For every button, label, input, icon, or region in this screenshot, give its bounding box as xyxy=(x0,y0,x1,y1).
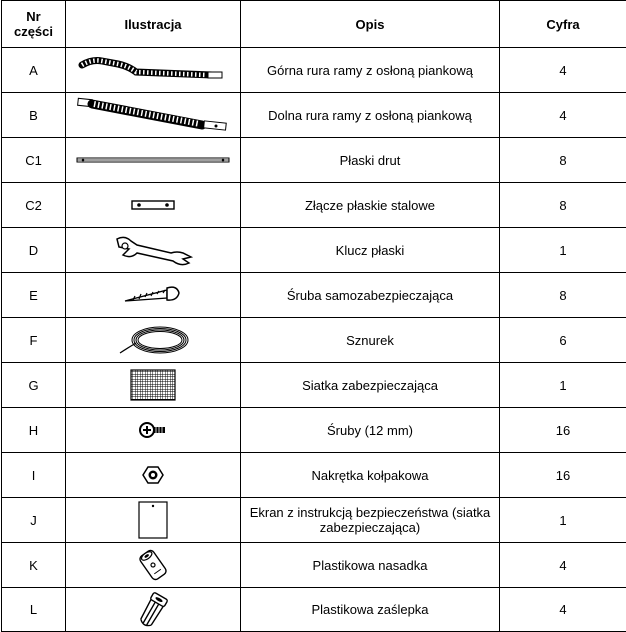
plastic-tip-icon xyxy=(133,545,173,585)
screw-head-icon xyxy=(138,421,168,439)
count-cell: 1 xyxy=(500,363,626,408)
description-cell: Plastikowa zaślepka xyxy=(241,588,500,632)
part-no-cell: H xyxy=(2,408,66,453)
part-no-cell: G xyxy=(2,363,66,408)
part-no-cell: D xyxy=(2,228,66,273)
safety-net-icon xyxy=(130,369,176,401)
description-cell: Siatka zabezpieczająca xyxy=(241,363,500,408)
description-cell: Płaski drut xyxy=(241,138,500,183)
header-count: Cyfra xyxy=(500,1,626,48)
count-cell: 16 xyxy=(500,408,626,453)
illustration-cell xyxy=(66,138,241,183)
illustration-cell xyxy=(66,273,241,318)
part-no-cell: C2 xyxy=(2,183,66,228)
upper-frame-tube-icon xyxy=(78,55,228,85)
description-cell: Klucz płaski xyxy=(241,228,500,273)
count-cell: 4 xyxy=(500,93,626,138)
header-illustration: Ilustracja xyxy=(66,1,241,48)
count-cell: 16 xyxy=(500,453,626,498)
part-no-cell: A xyxy=(2,48,66,93)
table-row xyxy=(2,93,626,138)
part-no-cell: C1 xyxy=(2,138,66,183)
header-row xyxy=(2,1,626,48)
flat-wire-icon xyxy=(75,154,231,166)
count-cell: 4 xyxy=(500,543,626,588)
table-row xyxy=(2,363,626,408)
count-cell: 4 xyxy=(500,48,626,93)
illustration-cell xyxy=(66,498,241,543)
illustration-cell xyxy=(66,543,241,588)
instruction-screen-icon xyxy=(136,500,170,540)
cap-nut-icon xyxy=(142,465,164,485)
illustration-cell xyxy=(66,318,241,363)
description-cell: Dolna rura ramy z osłoną piankową xyxy=(241,93,500,138)
part-no-cell: F xyxy=(2,318,66,363)
part-no-cell: K xyxy=(2,543,66,588)
table-row xyxy=(2,453,626,498)
table-row xyxy=(2,588,626,632)
header-part-no: Nr części xyxy=(2,1,66,48)
table-row xyxy=(2,183,626,228)
flat-steel-connector-icon xyxy=(130,198,176,212)
wrench-icon xyxy=(111,233,195,267)
plastic-plug-icon xyxy=(133,590,173,630)
table-row xyxy=(2,498,626,543)
description-cell: Złącze płaskie stalowe xyxy=(241,183,500,228)
description-cell: Śruba samozabezpieczająca xyxy=(241,273,500,318)
parts-table xyxy=(1,0,626,632)
count-cell: 8 xyxy=(500,138,626,183)
illustration-cell xyxy=(66,48,241,93)
table-row xyxy=(2,543,626,588)
illustration-cell xyxy=(66,363,241,408)
self-locking-screw-icon xyxy=(123,283,183,307)
part-no-cell: L xyxy=(2,588,66,632)
count-cell: 4 xyxy=(500,588,626,632)
illustration-cell xyxy=(66,408,241,453)
illustration-cell xyxy=(66,588,241,632)
part-no-cell: B xyxy=(2,93,66,138)
description-cell: Sznurek xyxy=(241,318,500,363)
description-cell: Plastikowa nasadka xyxy=(241,543,500,588)
count-cell: 1 xyxy=(500,498,626,543)
description-cell: Nakrętka kołpakowa xyxy=(241,453,500,498)
table-row xyxy=(2,408,626,453)
part-no-cell: J xyxy=(2,498,66,543)
count-cell: 6 xyxy=(500,318,626,363)
illustration-cell xyxy=(66,228,241,273)
table-row xyxy=(2,318,626,363)
part-no-cell: I xyxy=(2,453,66,498)
table-row xyxy=(2,138,626,183)
illustration-cell xyxy=(66,93,241,138)
illustration-cell xyxy=(66,453,241,498)
count-cell: 8 xyxy=(500,273,626,318)
description-cell: Ekran z instrukcją bezpieczeństwa (siatka zabezpieczająca) xyxy=(241,498,500,543)
illustration-cell xyxy=(66,183,241,228)
count-cell: 8 xyxy=(500,183,626,228)
lower-frame-tube-icon xyxy=(72,95,234,135)
table-row xyxy=(2,273,626,318)
part-no-cell: E xyxy=(2,273,66,318)
table-row xyxy=(2,48,626,93)
count-cell: 1 xyxy=(500,228,626,273)
description-cell: Górna rura ramy z osłoną piankową xyxy=(241,48,500,93)
cord-coil-icon xyxy=(116,323,190,357)
table-row xyxy=(2,228,626,273)
description-cell: Śruby (12 mm) xyxy=(241,408,500,453)
header-description: Opis xyxy=(241,1,500,48)
